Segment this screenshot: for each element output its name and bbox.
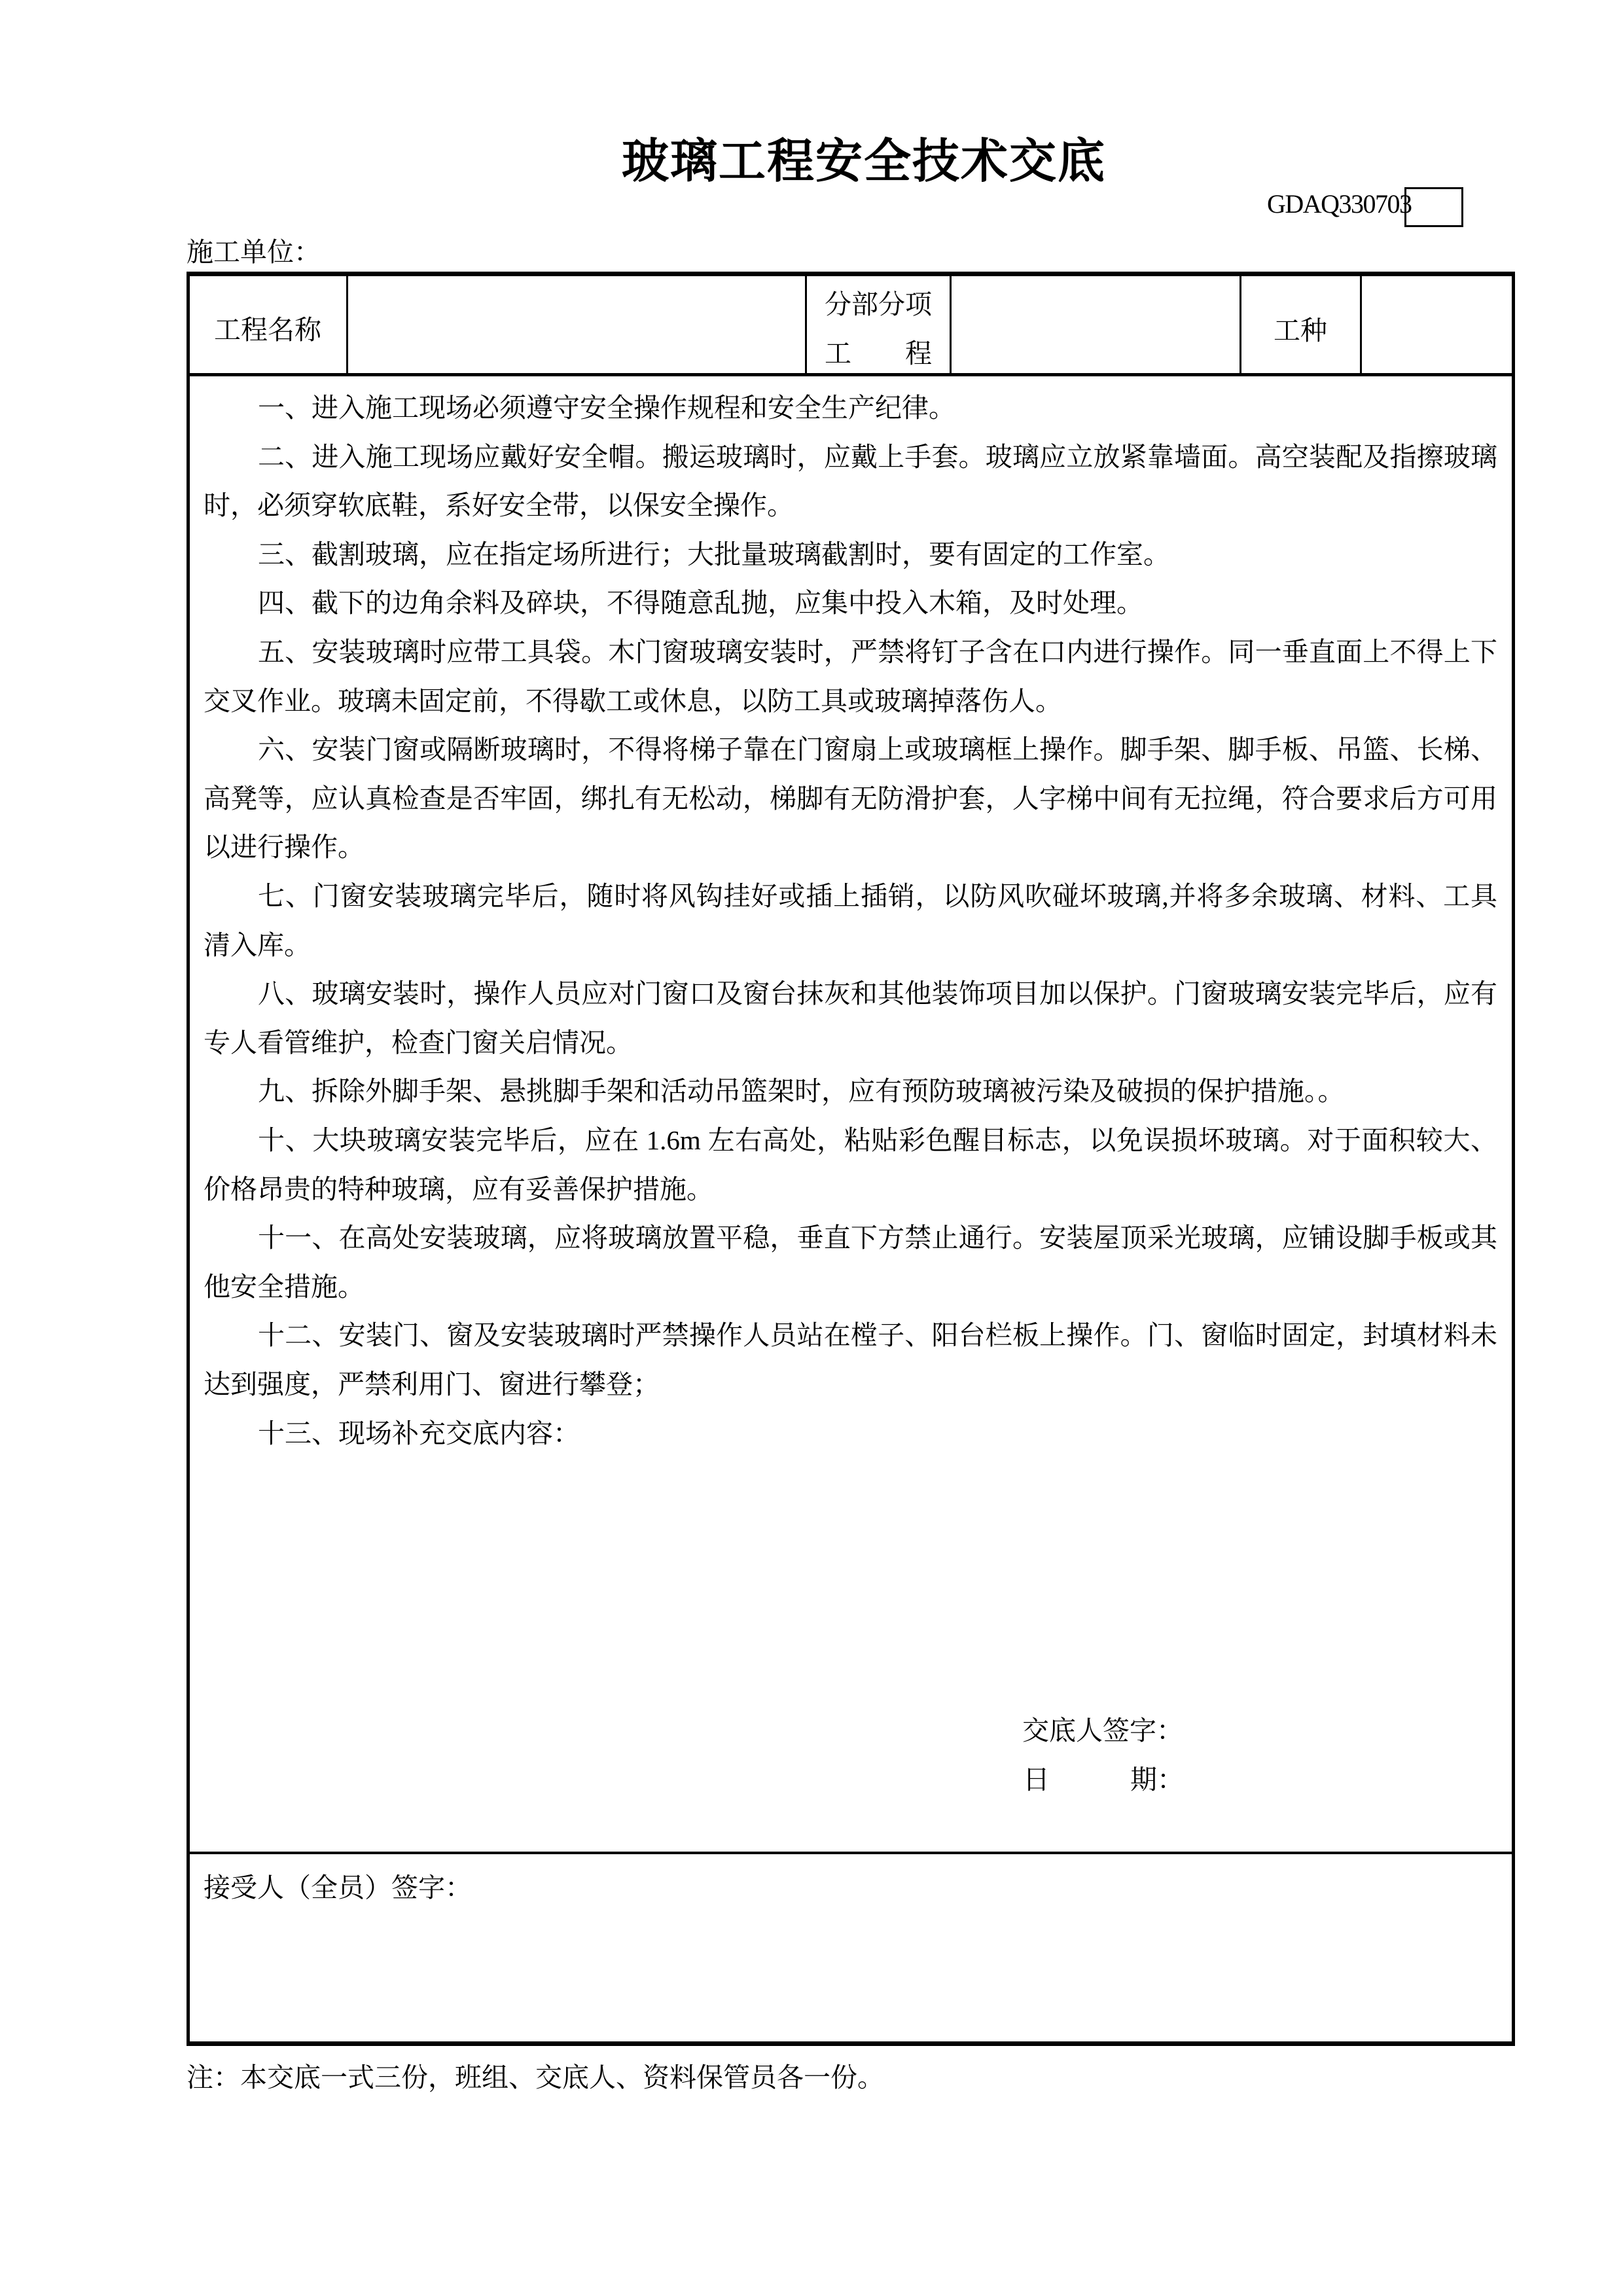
sub-project-label-line2-b: 程 — [905, 338, 932, 368]
instruction-item: 九、拆除外脚手架、悬挑脚手架和活动吊篮架时，应有预防玻璃被污染及破损的保护措施。。 — [258, 1076, 1345, 1107]
column-divider — [346, 276, 348, 373]
project-name-field[interactable] — [349, 276, 804, 373]
date-field[interactable] — [1168, 1765, 1495, 1795]
project-name-label: 工程名称 — [214, 315, 321, 345]
column-divider — [1240, 276, 1241, 373]
instruction-item: 六、安装门窗或隔断玻璃时，不得将梯子靠在门窗扇上或玻璃框上操作。脚手架、脚手板、吊篮、长梯、 — [258, 734, 1497, 765]
receivers-divider — [190, 1852, 1512, 1854]
instruction-item: 十二、安装门、窗及安装玻璃时严禁操作人员站在樘子、阳台栏板上操作。门、窗临时固定，封填材料未 — [258, 1320, 1497, 1351]
construction-unit-label: 施工单位： — [187, 237, 321, 267]
presenter-signature-label: 交底人签字： — [1022, 1715, 1183, 1746]
construction-unit-field[interactable] — [308, 237, 1486, 267]
document-code: GDAQ330703 — [1267, 189, 1412, 219]
instruction-item: 一、进入施工现场必须遵守安全操作规程和安全生产纪律。 — [258, 393, 955, 423]
presenter-signature-field[interactable] — [1168, 1715, 1495, 1746]
trade-field[interactable] — [1363, 276, 1510, 373]
instruction-item-continuation: 专人看管维护，检查门窗关启情况。 — [204, 1027, 633, 1058]
date-label-a: 日 — [1023, 1765, 1050, 1795]
receivers-signature-field[interactable] — [204, 1908, 1506, 2032]
column-divider — [1360, 276, 1362, 373]
footer-note: 注：本交底一式三份，班组、交底人、资料保管员各一份。 — [187, 2062, 884, 2092]
instruction-item: 八、玻璃安装时，操作人员应对门窗口及窗台抹灰和其他装饰项目加以保护。门窗玻璃安装完毕后，应有 — [258, 978, 1497, 1009]
instruction-item: 二、进入施工现场应戴好安全帽。搬运玻璃时，应戴上手套。玻璃应立放紧靠墙面。高空装配及指擦玻璃 — [258, 441, 1497, 472]
instruction-item-continuation: 达到强度，严禁利用门、窗进行攀登； — [204, 1369, 660, 1399]
date-label-b: 期： — [1130, 1765, 1184, 1795]
instruction-item-continuation: 他安全措施。 — [204, 1271, 365, 1302]
column-divider — [950, 276, 952, 373]
instruction-item: 十三、现场补充交底内容： — [258, 1418, 580, 1448]
instruction-item-continuation: 价格昂贵的特种玻璃，应有妥善保护措施。 — [204, 1174, 713, 1204]
instruction-item: 五、安装玻璃时应带工具袋。木门窗玻璃安装时，严禁将钉子含在口内进行操作。同一垂直面上不得上下 — [258, 637, 1497, 667]
document-title: 玻璃工程安全技术交底 — [621, 134, 1106, 188]
instruction-item: 三、截割玻璃，应在指定场所进行；大批量玻璃截割时，要有固定的工作室。 — [258, 539, 1170, 569]
header-row-divider — [190, 373, 1512, 376]
sub-project-label-line2-a: 工 — [825, 338, 851, 368]
receivers-signature-label: 接受人（全员）签字： — [204, 1873, 472, 1903]
instruction-item: 十、大块玻璃安装完毕后，应在 1.6m 左右高处，粘贴彩色醒目标志，以免误损坏玻璃。对于面积较大、 — [258, 1125, 1497, 1155]
instruction-item-continuation: 清入库。 — [204, 929, 311, 960]
instruction-item-continuation: 高凳等，应认真检查是否牢固，绑扎有无松动，梯脚有无防滑护套，人字梯中间有无拉绳，符合要求后方可用 — [204, 783, 1497, 814]
sub-project-field[interactable] — [952, 276, 1239, 373]
instruction-item: 十一、在高处安装玻璃，应将玻璃放置平稳，垂直下方禁止通行。安装屋顶采光玻璃，应铺设脚手板或其 — [258, 1223, 1497, 1253]
instruction-item-continuation: 时，必须穿软底鞋，系好安全带，以保安全操作。 — [204, 490, 794, 521]
column-divider — [805, 276, 807, 373]
instruction-item: 七、门窗安装玻璃完毕后，随时将风钩挂好或插上插销，以防风吹碰坏玻璃,并将多余玻璃、材料、工具 — [258, 881, 1497, 911]
instruction-item-continuation: 交叉作业。玻璃未固定前，不得歇工或休息，以防工具或玻璃掉落伤人。 — [204, 685, 1062, 716]
document-code-suffix-field[interactable] — [1404, 187, 1463, 227]
instruction-item-continuation: 以进行操作。 — [204, 832, 365, 863]
instruction-item: 四、截下的边角余料及碎块，不得随意乱抛，应集中投入木箱，及时处理。 — [258, 588, 1143, 619]
trade-label: 工种 — [1274, 315, 1327, 346]
sub-project-label-line1: 分部分项 — [825, 289, 932, 319]
